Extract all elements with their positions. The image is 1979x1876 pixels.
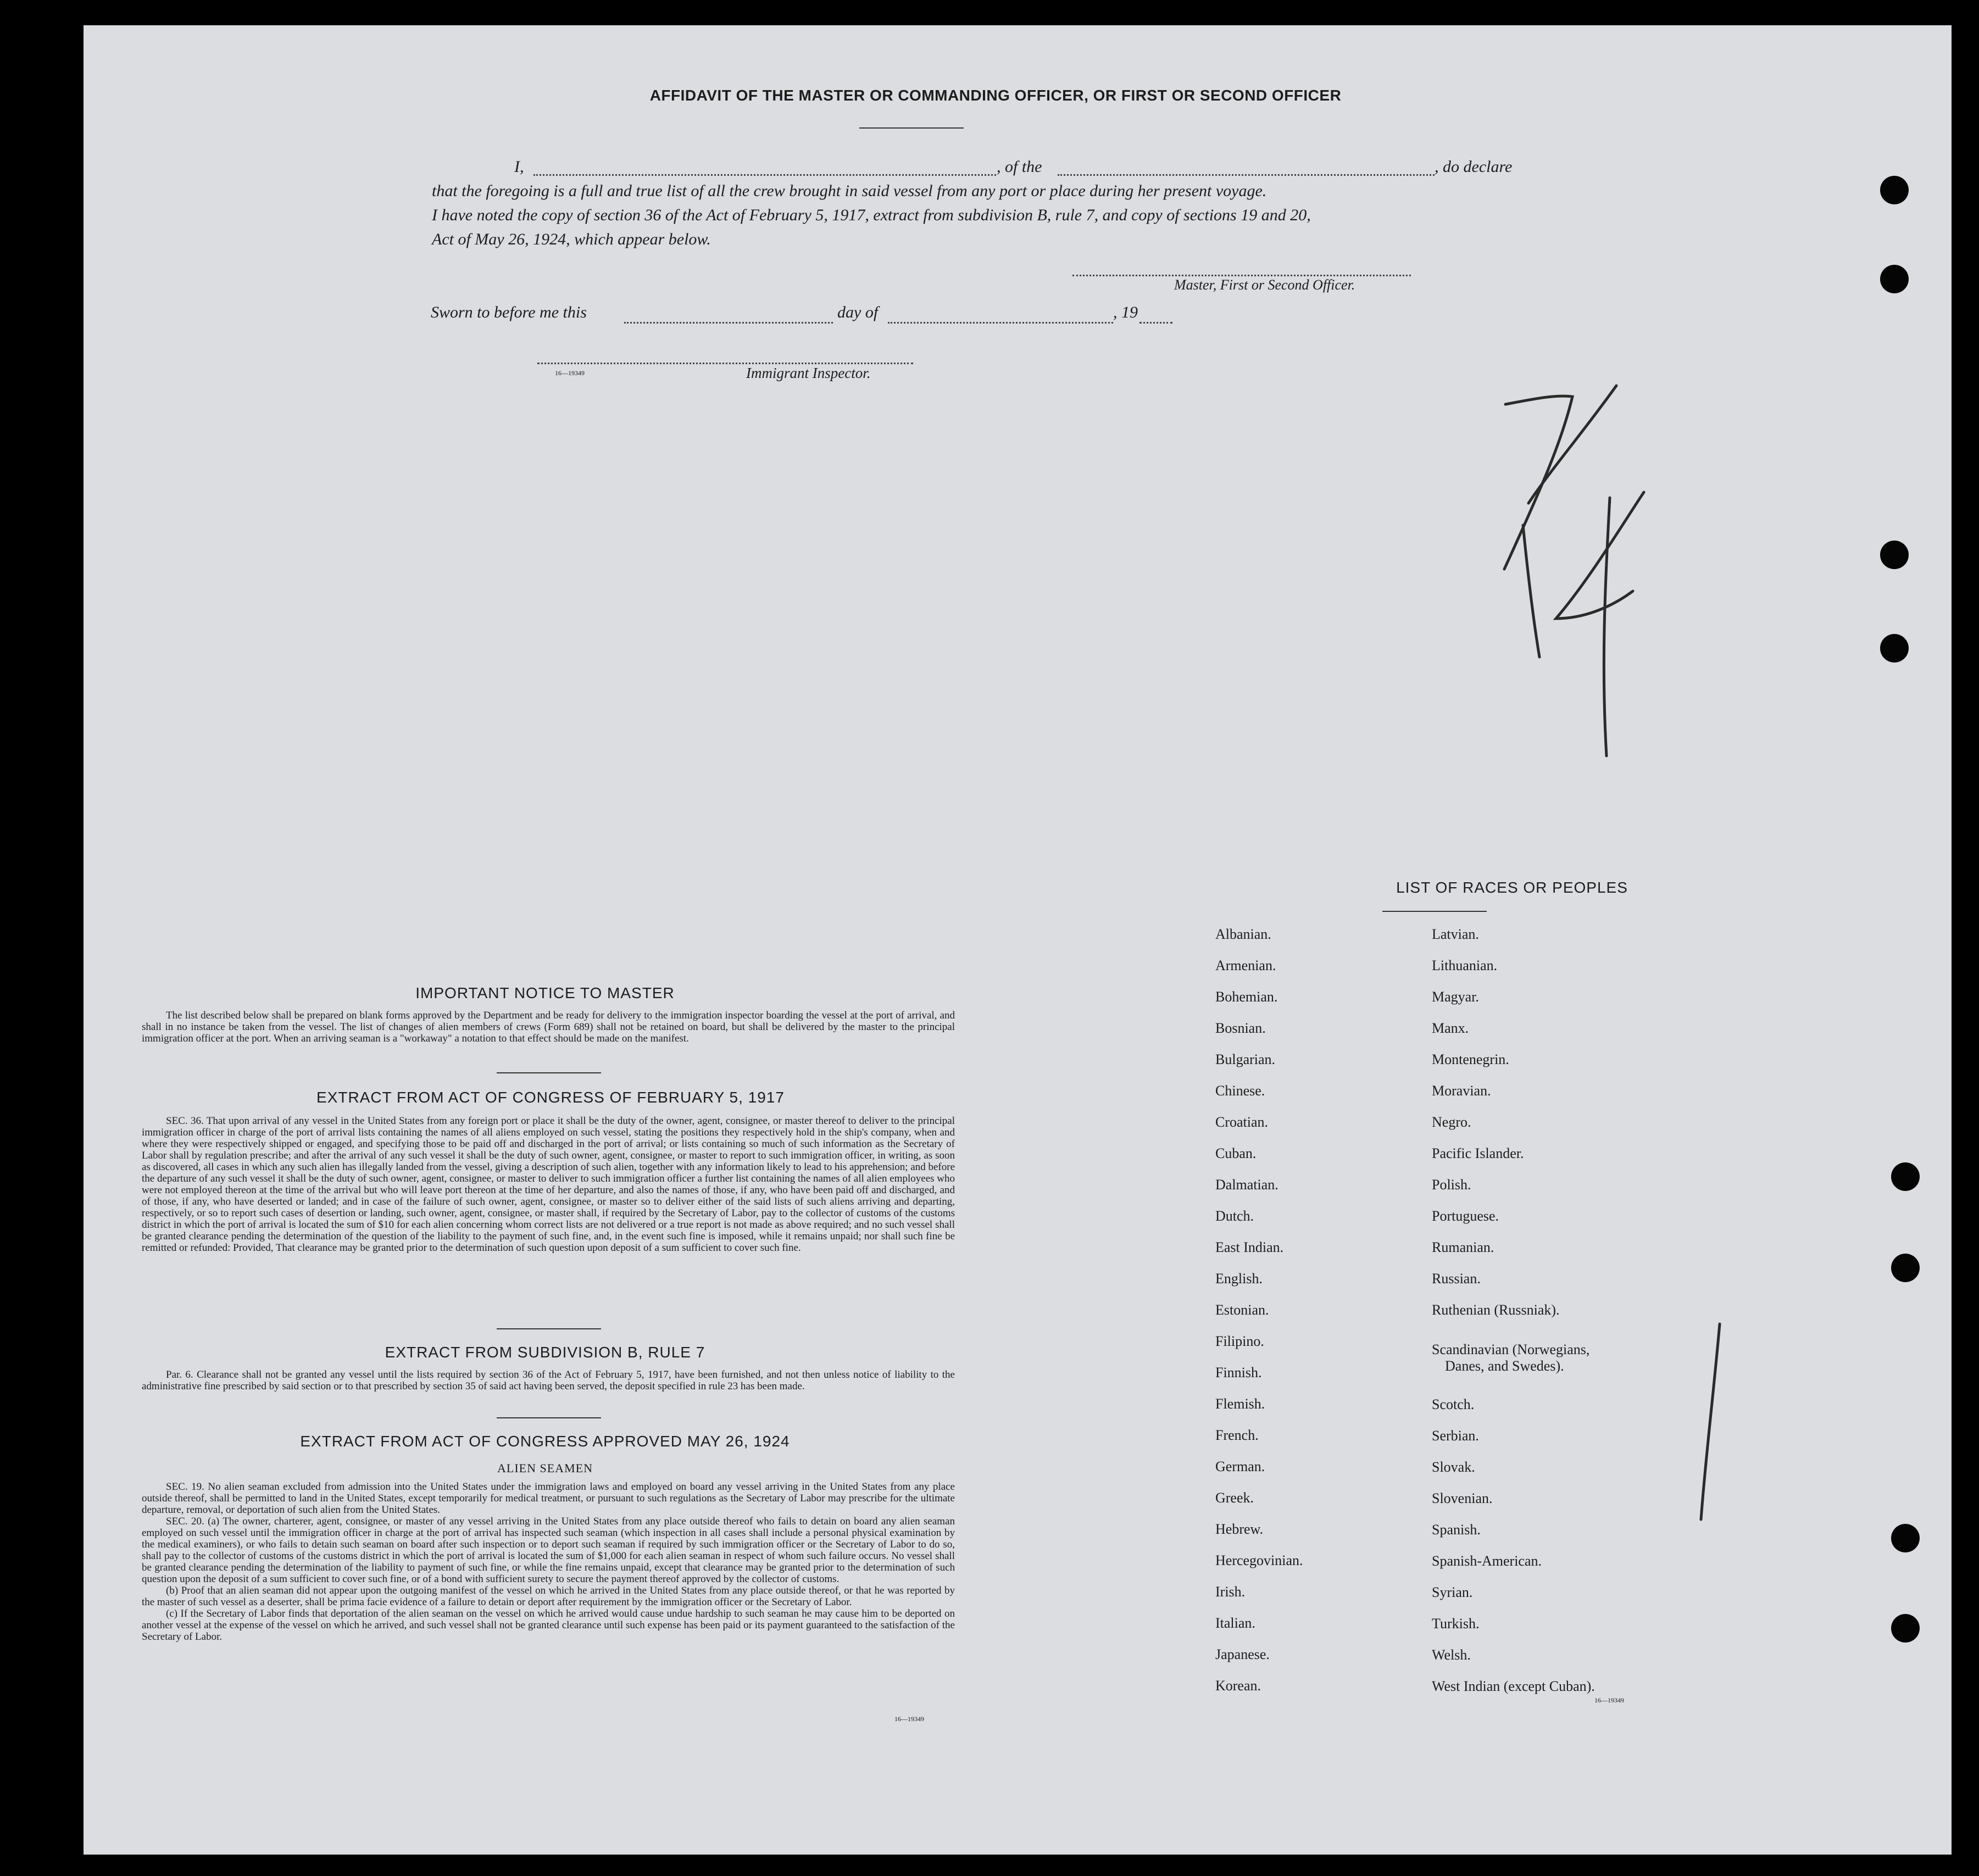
race-left-10: East Indian. — [1215, 1239, 1284, 1255]
subdivision-b-text — [142, 1369, 955, 1392]
race-right-16: Slovak. — [1432, 1459, 1475, 1475]
affidavit-line-3: I have noted the copy of section 36 of the Act of February 5, 1917, extract from subdivision B, rule 7, and copy of sections 19 and 20, — [432, 206, 1311, 224]
punch-hole — [1880, 265, 1909, 293]
master-signature-label: Master, First or Second Officer. — [1174, 277, 1355, 293]
race-left-24: Korean. — [1215, 1678, 1261, 1694]
race-right-9: Portuguese. — [1432, 1208, 1499, 1224]
race-right-1: Lithuanian. — [1432, 958, 1498, 973]
sworn-line — [431, 303, 1310, 325]
extract-1917-rule — [497, 1328, 601, 1329]
race-left-16: French. — [1215, 1427, 1259, 1443]
race-left-7: Cuban. — [1215, 1145, 1257, 1161]
race-left-8: Dalmatian. — [1215, 1177, 1278, 1193]
race-left-22: Italian. — [1215, 1615, 1255, 1631]
handwritten-mark-1 — [1688, 1316, 1732, 1536]
sworn-text: Sworn to before me this — [431, 303, 587, 321]
form-number-races: 16—19349 — [1594, 1696, 1624, 1704]
notice-title: IMPORTANT NOTICE TO MASTER — [415, 984, 675, 1001]
notice-paragraph: The list described below shall be prepared on blank forms approved by the Department and be ready for delivery to the immigration inspector boarding the vessel at the port of arrival, and shall in no instance be taken from the vessel. The list of changes of alien members of crews (Form 689) shall not be retained on board, but shall be delivered by the master to the principal immigration officer at the port. When an arriving seaman is a "workaway" a notation to that effect should be made on the manifest. — [142, 1010, 955, 1044]
alien-seamen-subtitle: ALIEN SEAMEN — [497, 1461, 593, 1475]
section-20b-paragraph: (b) Proof that an alien seaman did not appear upon the outgoing manifest of the vessel on which he arrived in the United States from any place outside thereof, or that he was reported by the master of such vessel as a deserter, shall be prima facie evidence of a failure to detain or deport after requirement by the immigration officer or the Secretary of Labor. — [142, 1585, 955, 1608]
race-right-23: West Indian (except Cuban). — [1432, 1678, 1595, 1694]
race-right-5: Moravian. — [1432, 1083, 1491, 1099]
race-right-0: Latvian. — [1432, 926, 1479, 942]
race-left-0: Albanian. — [1215, 926, 1271, 942]
race-left-6: Croatian. — [1215, 1114, 1269, 1130]
punch-hole — [1891, 1254, 1920, 1282]
race-right-20: Syrian. — [1432, 1584, 1473, 1600]
race-left-5: Chinese. — [1215, 1083, 1265, 1099]
race-right-3: Manx. — [1432, 1020, 1469, 1036]
race-right-6: Negro. — [1432, 1114, 1471, 1130]
affidavit-line-4: Act of May 26, 1924, which appear below. — [432, 230, 711, 248]
race-left-18: Greek. — [1215, 1490, 1254, 1506]
race-right-11: Russian. — [1432, 1271, 1481, 1287]
race-left-11: English. — [1215, 1271, 1263, 1287]
punch-hole — [1880, 541, 1909, 569]
race-left-23: Japanese. — [1215, 1646, 1270, 1662]
affidavit-line-2: that the foregoing is a full and true list of all the crew brought in said vessel from any port or place during her present voyage. — [432, 182, 1267, 200]
year-blank — [1139, 322, 1172, 324]
race-right-15: Serbian. — [1432, 1428, 1479, 1444]
race-left-15: Flemish. — [1215, 1396, 1265, 1412]
race-right-13: Scandinavian (Norwegians, — [1432, 1341, 1590, 1357]
document-page — [84, 25, 1952, 1855]
race-right-21: Turkish. — [1432, 1616, 1480, 1632]
races-title: LIST OF RACES OR PEOPLES — [1396, 879, 1628, 896]
race-left-13: Filipino. — [1215, 1333, 1264, 1349]
race-left-19: Hebrew. — [1215, 1521, 1264, 1537]
notice-text — [142, 1010, 955, 1044]
race-right-13-cont: Danes, and Swedes). — [1445, 1358, 1564, 1374]
name-blank — [533, 174, 996, 176]
race-right-18: Spanish. — [1432, 1522, 1481, 1538]
race-right-17: Slovenian. — [1432, 1490, 1493, 1506]
subdivision-b-rule — [497, 1417, 601, 1418]
race-right-8: Polish. — [1432, 1177, 1471, 1193]
form-number-top: 16—19349 — [555, 369, 585, 377]
punch-hole — [1891, 1614, 1920, 1643]
race-right-12: Ruthenian (Russniak). — [1432, 1302, 1560, 1318]
extract-1917-title: EXTRACT FROM ACT OF CONGRESS OF FEBRUARY 5, 1917 — [316, 1089, 785, 1106]
race-left-3: Bosnian. — [1215, 1020, 1266, 1036]
paragraph-6: Par. 6. Clearance shall not be granted any vessel until the lists required by section 36 of the Act of February 5, 1917, have been furnished, and not then unless notice of liability to the administrative fine prescribed by said section or to that prescribed by section 35 of said act having been served, the deposit specified in rule 23 has been made. — [142, 1369, 955, 1392]
affidavit-body — [432, 155, 1520, 252]
race-left-12: Estonian. — [1215, 1302, 1269, 1318]
form-number-bottom-left: 16—19349 — [894, 1715, 924, 1723]
race-left-17: German. — [1215, 1459, 1265, 1474]
affidavit-i: I, — [514, 158, 524, 176]
section-20a-paragraph: SEC. 20. (a) The owner, charterer, agent, consignee, or master of any vessel arriving in the United States from any place outside thereof who fails to detain on board any alien seaman employed on such vessel until the immigration officer in charge at the port of arrival has inspected such seaman (which inspection in all cases shall include a personal physical examination by the medical examiners), or who fails to detain such seaman on board after such inspection or to deport such seaman if required by such immigration officer or the Secretary of Labor to do so, shall pay to the collector of customs of the customs district in which the port of arrival is located the sum of $1,000 for each alien seaman in respect of whom such failure occurs. No vessel shall be granted clearance pending the determination of the liability to payment of such fine, or while the fine remains unpaid, except that clearance may be granted prior to the determination of such question upon the deposit of a sum sufficient to cover such fine, or of a bond with sufficient surety to secure the payment thereof approved by the collector of customs. — [142, 1516, 955, 1585]
inspector-signature-line — [537, 363, 913, 364]
race-left-9: Dutch. — [1215, 1208, 1254, 1224]
race-right-10: Rumanian. — [1432, 1239, 1494, 1255]
year-text: , 19 — [1113, 303, 1138, 321]
race-left-21: Irish. — [1215, 1584, 1246, 1600]
title-rule — [859, 127, 964, 129]
master-signature-line — [1072, 275, 1411, 276]
extract-1917-text — [142, 1115, 955, 1254]
affidavit-do-declare: , do declare — [1435, 158, 1513, 176]
notice-rule — [497, 1072, 601, 1073]
affidavit-title: AFFIDAVIT OF THE MASTER OR COMMANDING OFFICER, OR FIRST OR SECOND OFFICER — [649, 87, 1342, 104]
affidavit-of-the: , of the — [997, 158, 1042, 176]
handwritten-number-74 — [1457, 360, 1666, 772]
punch-hole — [1880, 176, 1909, 204]
section-20c-paragraph: (c) If the Secretary of Labor finds that deportation of the alien seaman on the vessel on which he arrived would cause undue hardship to such seaman he may cause him to be deported on another vessel at the expense of the vessel on which he arrived, and such vessel shall not be granted clearance until such expense has been paid or its payment guaranteed to the satisfaction of the Secretary of Labor. — [142, 1608, 955, 1643]
punch-hole — [1880, 634, 1909, 663]
vessel-blank — [1058, 174, 1435, 176]
sworn-month-blank — [888, 322, 1113, 324]
race-right-4: Montenegrin. — [1432, 1051, 1509, 1067]
race-right-14: Scotch. — [1432, 1396, 1475, 1412]
punch-hole — [1891, 1162, 1920, 1191]
race-right-22: Welsh. — [1432, 1647, 1471, 1663]
race-right-7: Pacific Islander. — [1432, 1145, 1524, 1161]
race-left-14: Finnish. — [1215, 1365, 1262, 1380]
section-19-paragraph: SEC. 19. No alien seaman excluded from admission into the United States under the immigration laws and employed on board any vessel arriving in the United States from any place outside thereof, shall be permitted to land in the United States, except temporarily for medical treatment, or pursuant to such regulations as the Secretary of Labor may prescribe for the ultimate departure, removal, or deportation of such alien from the United States. — [142, 1481, 955, 1516]
extract-1924-text — [142, 1481, 955, 1643]
section-36-paragraph: SEC. 36. That upon arrival of any vessel in the United States from any foreign port or place it shall be the duty of the owner, agent, consignee, or master thereof to deliver to the principal immigration officer in charge of the port of arrival lists containing the names of all aliens employed on such vessel, stating the positions they respectively hold in the ship's company, when and where they were respectively shipped or engaged, and specifying those to be paid off and discharged in the port of arrival; or lists containing so much of such information as the Secretary of Labor shall by regulation prescribe; and after the arrival of any such vessel it shall be the duty of such owner, agent, consignee, or master to report to such immigration officer, in writing, as soon as discovered, all cases in which any such alien has illegally landed from the vessel, giving a description of such alien, together with any information likely to lead to his apprehension; and before the departure of any such vessel it shall be the duty of such owner, agent, consignee, or master to deliver to such immigration officer a further list containing the names of all alien employees who were not employed thereon at the time of the arrival but who will leave port thereon at the time of her departure, and also the names of those, if any, who have been paid off and discharged, and of those, if any, who have deserted or landed; and in case of the failure of such owner, agent, consignee, or master so to deliver either of the said lists of such aliens arriving and departing, respectively, or so to report such cases of desertion or landing, such owner, agent, consignee, or master shall, if required by the Secretary of Labor, pay to the collector of customs of the customs district in which the port of arrival is located the sum of $10 for each alien concerning whom correct lists are not delivered or a true report is not made as above required; and no such vessel shall be granted clearance pending the determination of the question of the liability to the payment of such fine, and, in the event such fine is imposed, while it remains unpaid; nor shall such fine be remitted or refunded: Provided, That clearance may be granted prior to the determination of such question upon deposit of a sum sufficient to cover such fine. — [142, 1115, 955, 1254]
race-left-1: Armenian. — [1215, 958, 1276, 973]
races-rule — [1382, 911, 1487, 912]
day-of-text: day of — [837, 303, 879, 321]
race-left-2: Bohemian. — [1215, 989, 1278, 1005]
race-right-2: Magyar. — [1432, 989, 1479, 1005]
extract-1924-title: EXTRACT FROM ACT OF CONGRESS APPROVED MAY 26, 1924 — [300, 1433, 790, 1450]
race-left-20: Hercegovinian. — [1215, 1552, 1303, 1568]
subdivision-b-title: EXTRACT FROM SUBDIVISION B, RULE 7 — [385, 1344, 705, 1361]
inspector-label: Immigrant Inspector. — [746, 365, 871, 381]
race-right-19: Spanish-American. — [1432, 1553, 1542, 1569]
race-left-4: Bulgarian. — [1215, 1051, 1276, 1067]
sworn-day-blank — [624, 322, 833, 324]
punch-hole — [1891, 1524, 1920, 1552]
